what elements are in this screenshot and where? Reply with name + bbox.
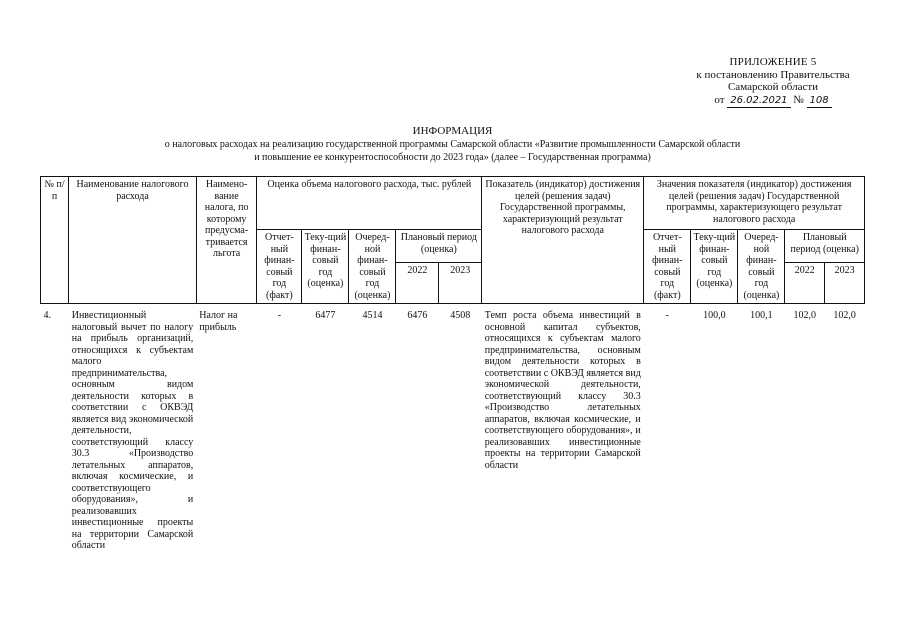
col-estimate-header: Оценка объема налогового расхода, тыс. рублей bbox=[257, 177, 482, 230]
number-label: № bbox=[793, 93, 804, 106]
val-report-header: Отчет-ный финан-совый год (факт) bbox=[644, 230, 691, 304]
val-current-header: Теку-щий финан-совый год (оценка) bbox=[691, 230, 738, 304]
indicator-text: Темп роста объема инвестиций в основной капитал субъектов, относящихся к субъектам малого предпринимательства, основным видом деятельности которых в соответствии с ОКВЭД является вид экономической деятельности, соответствующий классу 30.3 «Производство летательных аппаратов, включая космические, и соответствующего оборудования», и реализовавших инвестиционные проекты на территории Самарской области bbox=[484, 310, 641, 471]
est-2023-value: 4508 bbox=[450, 310, 471, 321]
col-tax-header: Наимено-вание налога, по которому предусма-тривается льгота bbox=[196, 177, 257, 304]
val-2022-header: 2022 bbox=[785, 263, 825, 304]
est-next-value: 4514 bbox=[362, 310, 383, 321]
document-title: ИНФОРМАЦИЯ bbox=[412, 125, 493, 137]
val-next-header: Очеред-ной финан-совый год (оценка) bbox=[738, 230, 785, 304]
est-plan-header: Плановый период (оценка) bbox=[396, 230, 482, 263]
appendix-number: ПРИЛОЖЕНИЕ 5 bbox=[729, 56, 817, 68]
date-number-line bbox=[693, 94, 853, 109]
row-number: 4. bbox=[43, 310, 51, 321]
val-next-value: 100,1 bbox=[750, 310, 773, 321]
val-2023-header: 2023 bbox=[825, 263, 865, 304]
val-2023-value: 102,0 bbox=[833, 310, 856, 321]
val-report-value: - bbox=[665, 310, 669, 321]
tax-name: Налог на прибыль bbox=[199, 310, 238, 333]
est-2022-header: 2022 bbox=[396, 263, 439, 304]
region-line: Самарской области bbox=[727, 81, 819, 93]
from-label: от bbox=[714, 93, 725, 106]
tax-expense-table bbox=[40, 176, 865, 554]
subtitle-line-2: и повышение ее конкурентоспособности до 2023 года» (далее – Государственная программа) bbox=[254, 151, 651, 163]
col-name-header: Наименование налогового расхода bbox=[69, 177, 197, 304]
tax-expense-name: Инвестиционный налоговый вычет по налогу на прибыль организаций, относящихся к субъектам малого предпринимательства, основным видом деятельности которых в соответствии с ОКВЭД является вид экономической деятельности, соответствующий классу 30.3 «Производство летательных аппаратов, включая космические, и соответствующего оборудования», и реализовавших инвестиционные проекты на территории Самарской области bbox=[71, 310, 194, 551]
est-current-value: 6477 bbox=[315, 310, 336, 321]
val-plan-header: Плановый период (оценка) bbox=[785, 230, 865, 263]
col-indicator-header: Показатель (индикатор) достижения целей (решения задач) Государственной программы, характеризующий результат налогового расхода bbox=[482, 177, 644, 304]
table-row bbox=[41, 308, 865, 554]
col-values-header: Значения показателя (индикатор) достижения целей (решения задач) Государственной программы, характеризующего результат налогового расхода bbox=[644, 177, 865, 230]
decree-number: 108 bbox=[807, 95, 832, 109]
est-current-header: Теку-щий финан-совый год (оценка) bbox=[302, 230, 349, 304]
subtitle-line-1: о налоговых расходах на реализацию государственной программы Самарской области «Развитие промышленности Самарской области bbox=[164, 139, 741, 150]
decree-date: 26.02.2021 bbox=[727, 95, 790, 109]
est-report-value: - bbox=[277, 310, 282, 321]
val-2022-value: 102,0 bbox=[793, 310, 817, 321]
appendix-header bbox=[693, 56, 853, 108]
est-next-header: Очеред-ной финан-совый год (оценка) bbox=[349, 230, 396, 304]
col-number-header: № п/п bbox=[41, 177, 69, 304]
est-2023-header: 2023 bbox=[439, 263, 482, 304]
header-row-1 bbox=[41, 177, 865, 230]
val-current-value: 100,0 bbox=[703, 310, 726, 321]
document-subtitle bbox=[60, 139, 845, 164]
est-2022-value: 6476 bbox=[407, 310, 428, 321]
decree-line: к постановлению Правительства bbox=[696, 68, 850, 81]
est-report-header: Отчет-ный финан-совый год (факт) bbox=[257, 230, 302, 304]
